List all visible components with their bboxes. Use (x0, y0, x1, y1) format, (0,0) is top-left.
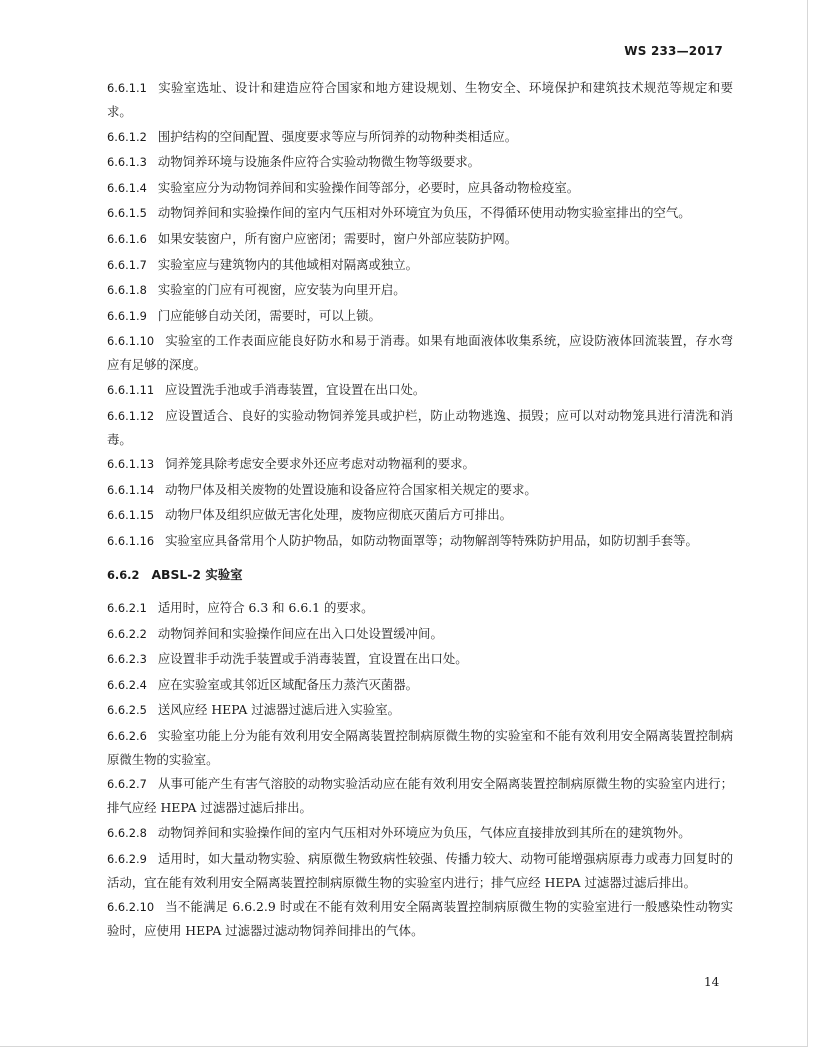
clause-paragraph (107, 478, 733, 502)
clause-paragraph (107, 150, 733, 174)
clause-text: 门应能够自动关闭，需要时，可以上锁。 (157, 307, 381, 323)
clause-text: 如果安装窗户，所有窗户应密闭；需要时，窗户外部应装防护网。 (157, 230, 518, 246)
clause-text: 动物饲养间和实验操作间的室内气压相对外环境应为负压，气体应直接排放到其所在的建筑物外。 (157, 825, 691, 841)
clause-number: 6.6.1.5 (107, 206, 147, 221)
clause-text: 实验室的工作表面应能良好防水和易于消毒。如果有地面液体收集系统，应设防液体回流装置，存水弯应有足够的深度。 (107, 333, 733, 373)
clause-paragraph (107, 452, 733, 476)
clause-paragraph (107, 253, 733, 277)
clause-number: 6.6.2.4 (107, 677, 147, 692)
clause-text: 动物饲养间和实验操作间的室内气压相对外环境宜为负压，不得循环使用动物实验室排出的空气。 (157, 205, 691, 221)
document-body (107, 76, 733, 944)
clause-paragraph (107, 821, 733, 845)
clause-text: 应设置适合、良好的实验动物饲养笼具或护栏，防止动物逃逸、损毁；应可以对动物笼具进行清洗和消毒。 (107, 407, 733, 447)
clause-text: 动物尸体及相关废物的处置设施和设备应符合国家相关规定的要求。 (165, 481, 537, 497)
standard-code-header: WS 233—2017 (624, 44, 723, 58)
clause-number: 6.6.2.7 (107, 777, 147, 792)
clause-paragraph (107, 278, 733, 302)
clause-text: 实验室应与建筑物内的其他域相对隔离或独立。 (157, 256, 419, 272)
clause-text: 当不能满足 6.6.2.9 时或在不能有效利用安全隔离装置控制病原微生物的实验室进行一般感染性动物实验时，应使用 HEPA 过滤器过滤动物饲养间排出的气体。 (107, 899, 733, 939)
clause-paragraph (107, 673, 733, 697)
clause-number: 6.6.2.3 (107, 652, 147, 667)
clause-paragraph (107, 503, 733, 527)
clause-number: 6.6.1.2 (107, 129, 147, 144)
clause-list-6-6-2 (107, 596, 733, 942)
clause-text: 实验室的门应有可视窗，应安装为向里开启。 (157, 282, 406, 298)
clause-text: 从事可能产生有害气溶胶的动物实验活动应在能有效利用安全隔离装置控制病原微生物的实验室内进行；排气应经 HEPA 过滤器过滤后排出。 (107, 776, 733, 816)
clause-text: 适用时，如大量动物实验、病原微生物致病性较强、传播力较大、动物可能增强病原毒力或毒力回复时的活动，宜在能有效利用安全隔离装置控制病原微生物的实验室内进行；排气应经 HEPA 过滤器过滤后排出。 (107, 850, 733, 890)
clause-paragraph (107, 201, 733, 225)
clause-number: 6.6.1.3 (107, 155, 147, 170)
section-title: ABSL-2 实验室 (151, 566, 243, 582)
clause-paragraph (107, 378, 733, 402)
clause-number: 6.6.1.1 (107, 81, 147, 95)
clause-text: 应设置洗手池或手消毒装置，宜设置在出口处。 (165, 381, 426, 397)
clause-paragraph (107, 404, 733, 451)
clause-list-6-6-1 (107, 76, 733, 553)
clause-text: 饲养笼具除考虑安全要求外还应考虑对动物福利的要求。 (165, 456, 475, 472)
clause-text: 实验室应分为动物饲养间和实验操作间等部分，必要时，应具备动物检疫室。 (157, 179, 580, 195)
clause-text: 实验室应具备常用个人防护物品，如防动物面罩等；动物解剖等特殊防护用品，如防切割手套等。 (165, 532, 698, 548)
clause-text: 动物饲养环境与设施条件应符合实验动物微生物等级要求。 (157, 154, 481, 170)
clause-paragraph (107, 596, 733, 620)
clause-text: 动物饲养间和实验操作间应在出入口处设置缓冲间。 (157, 625, 443, 641)
clause-text: 实验室功能上分为能有效利用安全隔离装置控制病原微生物的实验室和不能有效利用安全隔离装置控制病原微生物的实验室。 (107, 727, 733, 767)
clause-text: 围护结构的空间配置、强度要求等应与所饲养的动物种类相适应。 (157, 128, 518, 144)
clause-number: 6.6.1.12 (107, 408, 155, 423)
clause-text: 实验室选址、设计和建造应符合国家和地方建设规划、生物安全、环境保护和建筑技术规范等规定和要求。 (107, 80, 733, 119)
section-heading (107, 563, 733, 587)
clause-number: 6.6.1.9 (107, 308, 147, 323)
clause-number: 6.6.2.6 (107, 728, 147, 743)
clause-paragraph (107, 622, 733, 646)
section-number: 6.6.2 (107, 567, 140, 582)
clause-text: 适用时，应符合 6.3 和 6.6.1 的要求。 (157, 599, 374, 615)
clause-paragraph (107, 847, 733, 894)
clause-paragraph (107, 647, 733, 671)
clause-number: 6.6.2.9 (107, 851, 147, 866)
clause-number: 6.6.1.16 (107, 533, 155, 548)
clause-paragraph (107, 227, 733, 251)
clause-paragraph (107, 895, 733, 942)
clause-number: 6.6.1.10 (107, 334, 155, 349)
clause-number: 6.6.1.13 (107, 457, 155, 472)
clause-number: 6.6.1.8 (107, 283, 147, 298)
clause-text: 送风应经 HEPA 过滤器过滤后进入实验室。 (157, 702, 400, 718)
clause-paragraph (107, 698, 733, 722)
clause-number: 6.6.2.8 (107, 826, 147, 841)
clause-paragraph (107, 772, 733, 819)
clause-number: 6.6.1.7 (107, 257, 147, 272)
clause-paragraph (107, 724, 733, 771)
clause-paragraph (107, 529, 733, 553)
clause-number: 6.6.1.15 (107, 508, 155, 523)
clause-paragraph (107, 176, 733, 200)
clause-text: 动物尸体及组织应做无害化处理，废物应彻底灭菌后方可排出。 (165, 507, 513, 523)
clause-number: 6.6.2.2 (107, 626, 147, 641)
clause-number: 6.6.2.1 (107, 600, 147, 615)
clause-text: 应在实验室或其邻近区域配备压力蒸汽灭菌器。 (157, 676, 419, 692)
clause-paragraph (107, 125, 733, 149)
clause-number: 6.6.2.5 (107, 703, 147, 718)
page-number: 14 (704, 975, 720, 989)
clause-number: 6.6.1.4 (107, 180, 147, 195)
clause-text: 应设置非手动洗手装置或手消毒装置，宜设置在出口处。 (157, 651, 468, 667)
clause-paragraph (107, 304, 733, 328)
clause-paragraph (107, 76, 733, 123)
clause-paragraph (107, 329, 733, 376)
clause-number: 6.6.1.14 (107, 482, 155, 497)
clause-number: 6.6.1.11 (107, 382, 155, 397)
clause-number: 6.6.2.10 (107, 900, 155, 915)
clause-number: 6.6.1.6 (107, 231, 147, 246)
